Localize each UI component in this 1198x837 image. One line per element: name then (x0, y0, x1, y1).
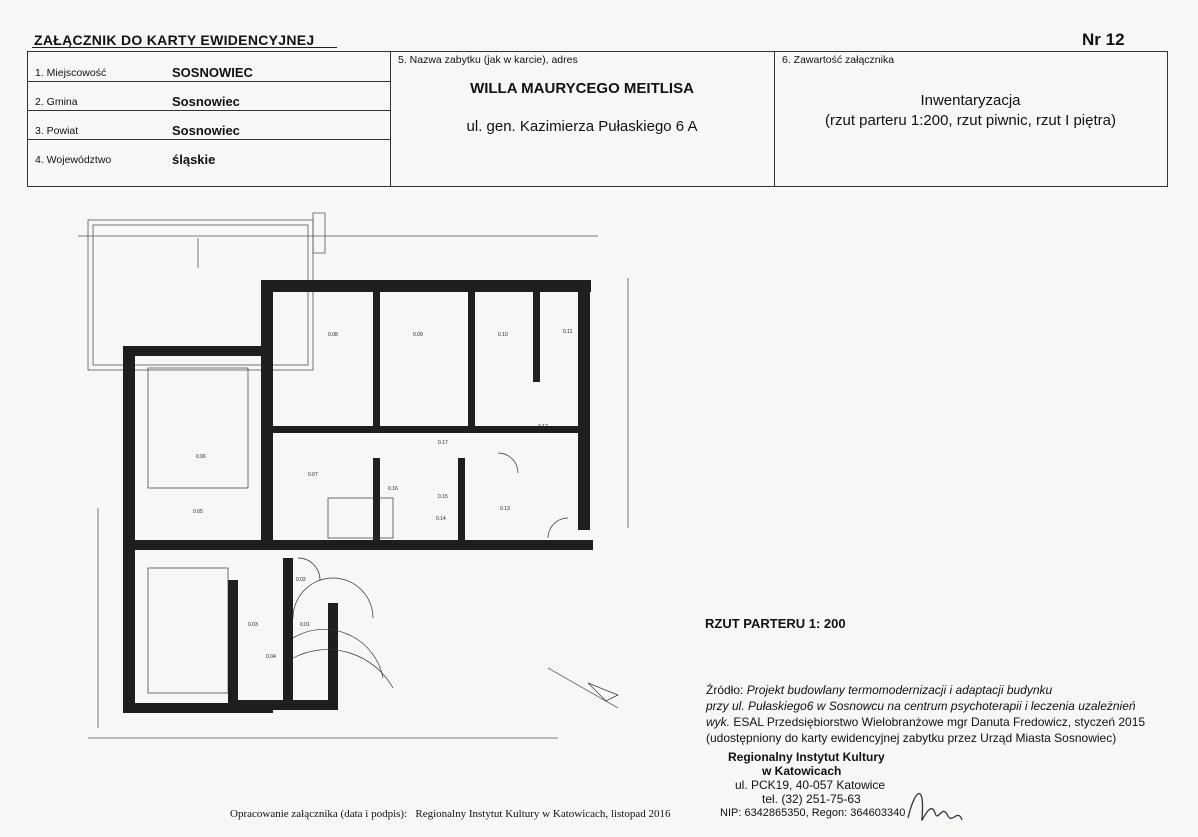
field-label-county: 3. Powiat (35, 125, 79, 137)
divider (28, 81, 390, 82)
monument-name: WILLA MAURYCEGO MEITLISA (470, 80, 694, 97)
source-line-4: (udostępniony do karty ewidencyjnej zabytku przez Urząd Miasta Sosnowiec) (706, 731, 1117, 745)
source-line-1: Projekt budowlany termomodernizacji i adaptacji budynku (746, 683, 1053, 697)
prepared-by (230, 808, 671, 820)
svg-text:0.06: 0.06 (196, 454, 206, 460)
prepared-by-value: Regionalny Instytut Kultury w Katowicach, listopad 2016 (415, 808, 671, 820)
svg-text:0.15: 0.15 (438, 494, 448, 500)
svg-text:0.03: 0.03 (248, 622, 258, 628)
source-line-3: ESAL Przedsiębiorstwo Wielobranżowe mgr Danuta Fredowicz, styczeń 2015 (733, 715, 1146, 729)
attachment-number: Nr 12 (1082, 30, 1125, 49)
field-label-commune: 2. Gmina (35, 96, 78, 108)
svg-text:0.10: 0.10 (498, 332, 508, 338)
stamp-line-4: tel. (32) 251-75-63 (762, 792, 861, 806)
svg-text:0.05: 0.05 (193, 509, 203, 515)
plan-caption: RZUT PARTERU 1: 200 (705, 616, 846, 631)
svg-text:0.08: 0.08 (328, 332, 338, 338)
field-label-voivodeship: 4. Województwo (35, 154, 112, 166)
svg-text:0.14: 0.14 (436, 516, 446, 522)
content-label: 6. Zawartość załącznika (782, 54, 895, 66)
stamp-line-5: NIP: 6342865350, Regon: 364603340 (720, 807, 906, 819)
monument-label: 5. Nazwa zabytku (jak w karcie), adres (398, 54, 578, 66)
source-line-3-prefix: wyk. (706, 715, 730, 729)
source-note (706, 682, 1166, 746)
stamp-line-3: ul. PCK19, 40-057 Katowice (735, 778, 886, 792)
svg-text:0.17: 0.17 (438, 440, 448, 446)
content-line-2: (rzut parteru 1:200, rzut piwnic, rzut I piętra) (825, 112, 1116, 129)
content-line-1: Inwentaryzacja (920, 92, 1021, 109)
field-label-locality: 1. Miejscowość (35, 67, 107, 79)
title-underline (32, 47, 337, 48)
svg-text:0.16: 0.16 (388, 486, 398, 492)
svg-text:0.11: 0.11 (563, 329, 573, 335)
divider (28, 110, 390, 111)
field-value-voivodeship: śląskie (172, 152, 216, 167)
svg-text:0.09: 0.09 (413, 332, 423, 338)
prepared-by-label: Opracowanie załącznika (data i podpis): (230, 808, 408, 820)
institution-stamp (720, 750, 905, 820)
divider (28, 139, 390, 140)
svg-text:0.07: 0.07 (308, 472, 318, 478)
stamp-line-2: w Katowicach (762, 764, 842, 778)
monument-address: ul. gen. Kazimierza Pułaskiego 6 A (466, 118, 698, 135)
ground-floor-plan (78, 208, 678, 753)
svg-text:0.12: 0.12 (538, 424, 548, 430)
stamp-line-1: Regionalny Instytut Kultury (728, 750, 885, 764)
signature-image (900, 778, 970, 833)
svg-text:0.04: 0.04 (266, 654, 276, 660)
svg-text:0.02: 0.02 (296, 577, 306, 583)
record-header-table (27, 51, 1168, 187)
field-value-locality: SOSNOWIEC (172, 65, 253, 80)
source-prefix: Źródło: (706, 683, 744, 697)
attachment-title: ZAŁĄCZNIK DO KARTY EWIDENCYJNEJ (34, 32, 315, 48)
svg-text:0.13: 0.13 (500, 506, 510, 512)
source-line-2: przy ul. Pułaskiego6 w Sosnowcu na centrum psychoterapii i leczenia uzależnień (706, 699, 1136, 713)
field-value-county: Sosnowiec (172, 123, 240, 138)
field-value-commune: Sosnowiec (172, 94, 240, 109)
svg-text:0.01: 0.01 (300, 622, 310, 628)
